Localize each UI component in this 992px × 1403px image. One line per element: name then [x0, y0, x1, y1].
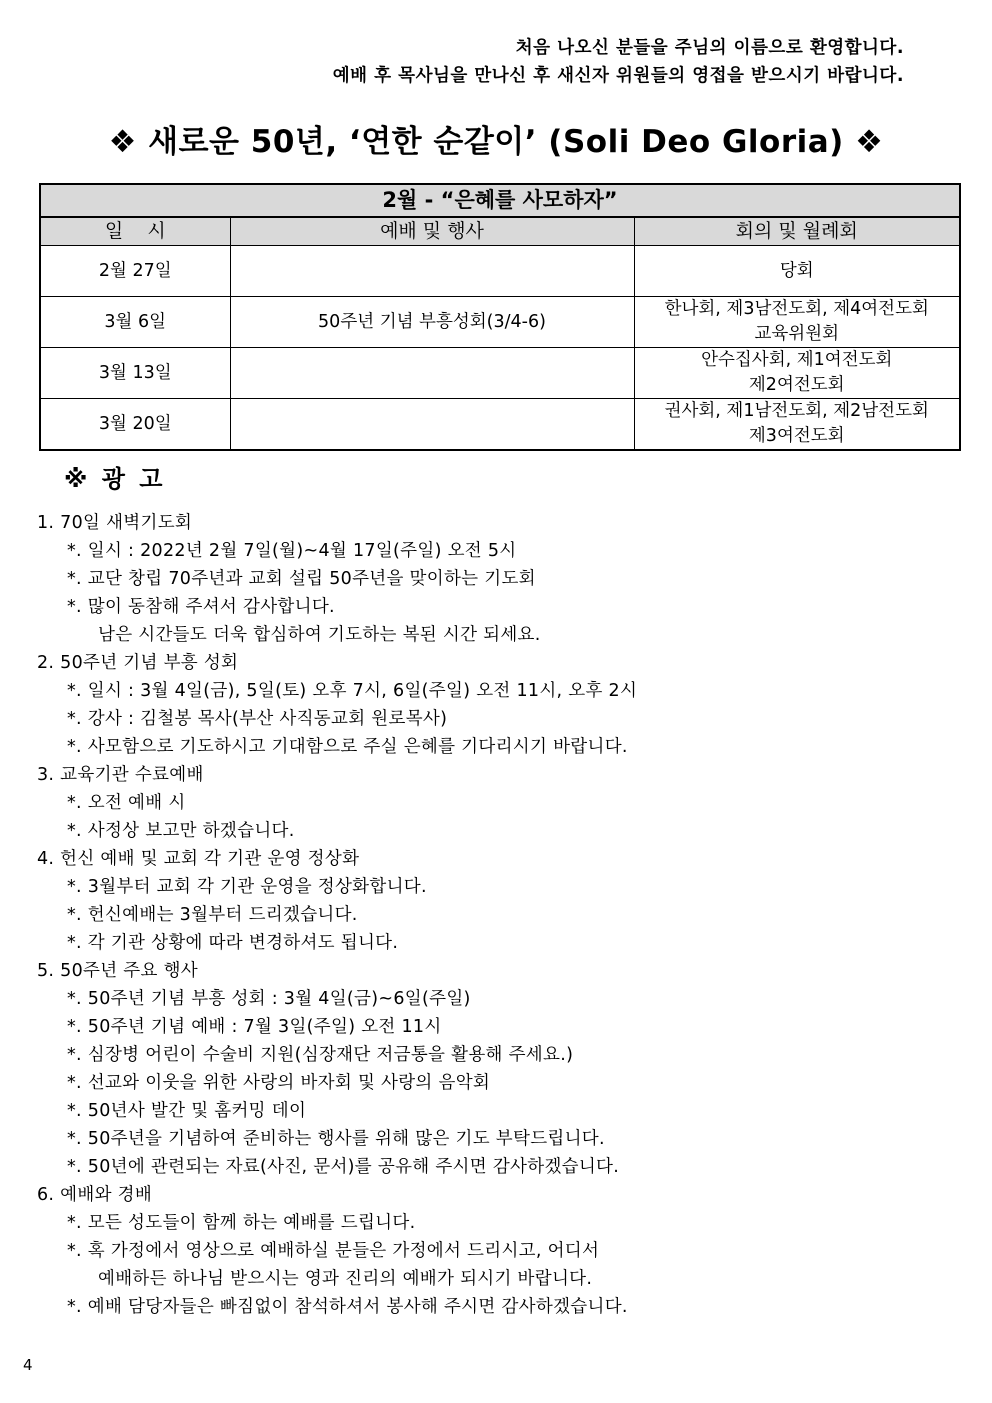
announcement-item [37, 929, 957, 957]
announcement-section-title: 3. 교육기관 수료예배 [37, 765, 204, 785]
announcement-item [37, 733, 957, 761]
row-date: 3월 6일 [40, 297, 230, 348]
row-meetings [634, 399, 960, 451]
announcement-item [37, 873, 957, 901]
announcement-item [37, 537, 957, 565]
announcement-item-line: *. 헌신예배는 3월부터 드리겠습니다. [67, 905, 358, 925]
announcement-item-line: *. 50주년을 기념하여 준비하는 행사를 위해 많은 기도 부탁드립니다. [67, 1129, 605, 1149]
row-event: 50주년 기념 부흥성회(3/4-6) [230, 297, 634, 348]
announcement-item-line: *. 혹 가정에서 영상으로 예배하실 분들은 가정에서 드리시고, 어디서 [67, 1241, 600, 1261]
page-title: ❖ 새로운 50년, ‘연한 순같이’ (Soli Deo Gloria) ❖ [108, 124, 884, 160]
meeting-line: 제3여전도회 [748, 426, 845, 446]
announcement-item [37, 985, 957, 1013]
announcement-item [37, 1293, 957, 1321]
meeting-line: 안수집사회, 제1여전도회 [701, 350, 893, 370]
announcement-section [37, 1181, 957, 1321]
row-meetings [634, 246, 960, 297]
meeting-line: 권사회, 제1남전도회, 제2남전도회 [664, 401, 929, 421]
announcement-item-line: *. 심장병 어린이 수술비 지원(심장재단 저금통을 활용해 주세요.) [67, 1045, 574, 1065]
announcement-section-title: 2. 50주년 기념 부흥 성회 [37, 653, 239, 673]
announcement-section-title: 4. 헌신 예배 및 교회 각 기관 운영 정상화 [37, 849, 360, 869]
schedule-table [39, 183, 961, 451]
announcement-item [37, 1041, 957, 1069]
announcement-item-line: *. 50주년 기념 부흥 성회 : 3월 4일(금)~6일(주일) [67, 989, 471, 1009]
meeting-line: 교육위원회 [754, 324, 840, 344]
welcome-message [333, 34, 904, 90]
announcement-item-line: *. 50년에 관련되는 자료(사진, 문서)를 공유해 주시면 감사하겠습니다. [67, 1157, 620, 1177]
meeting-line: 당회 [779, 260, 814, 281]
announcement-item-line: *. 많이 동참해 주셔서 감사합니다. [67, 597, 335, 617]
announcement-item [37, 1209, 957, 1237]
announcement-item-line: *. 사모함으로 기도하시고 기대함으로 주실 은혜를 기다리시기 바랍니다. [67, 737, 628, 757]
announcement-item-line: *. 선교와 이웃을 위한 사랑의 바자회 및 사랑의 음악회 [67, 1073, 491, 1093]
announcements-list [37, 509, 957, 1321]
announcement-item [37, 1237, 957, 1293]
row-meetings [634, 297, 960, 348]
announcement-item-line: *. 교단 창립 70주년과 교회 설립 50주년을 맞이하는 기도회 [67, 569, 536, 589]
page-number: 4 [23, 1356, 33, 1374]
meeting-line: 한나회, 제3남전도회, 제4여전도회 [664, 299, 929, 319]
announcement-item [37, 565, 957, 593]
announcement-section [37, 845, 957, 957]
announcement-item-line: *. 오전 예배 시 [67, 793, 186, 813]
announcement-item [37, 789, 957, 817]
announcement-item-line: *. 각 기관 상황에 따라 변경하셔도 됩니다. [67, 933, 399, 953]
announcement-item [37, 817, 957, 845]
row-event [230, 246, 634, 297]
announcement-item [37, 901, 957, 929]
row-event [230, 348, 634, 399]
schedule-row [40, 297, 960, 348]
announcement-item-line: *. 사정상 보고만 하겠습니다. [67, 821, 295, 841]
welcome-line: 처음 나오신 분들을 주님의 이름으로 환영합니다. [515, 38, 904, 58]
announcement-item [37, 1097, 957, 1125]
row-meetings [634, 348, 960, 399]
header-event: 예배 및 행사 [230, 217, 634, 246]
announcement-section-title: 6. 예배와 경배 [37, 1185, 153, 1205]
header-meetings: 회의 및 월례회 [634, 217, 960, 246]
announcement-item-line: *. 예배 담당자들은 빠짐없이 참석하셔서 봉사해 주시면 감사하겠습니다. [67, 1297, 628, 1317]
announcement-item-line: 예배하든 하나님 받으시는 영과 진리의 예배가 되시기 바랍니다. [98, 1269, 593, 1289]
row-event [230, 399, 634, 451]
announcement-item [37, 705, 957, 733]
announcement-item [37, 677, 957, 705]
meeting-line: 제2여전도회 [748, 375, 845, 395]
announcement-item [37, 1013, 957, 1041]
announcement-section [37, 509, 957, 649]
announcement-item-line: *. 강사 : 김철봉 목사(부산 사직동교회 원로목사) [67, 709, 448, 729]
announcement-item-line: *. 일시 : 3월 4일(금), 5일(토) 오후 7시, 6일(주일) 오전 11시, 오후 2시 [67, 681, 638, 701]
announcement-section-title: 5. 50주년 주요 행사 [37, 961, 198, 981]
schedule-month-title: 2월 - “은혜를 사모하자” [40, 184, 960, 217]
announcement-item [37, 1153, 957, 1181]
row-date: 3월 13일 [40, 348, 230, 399]
schedule-row [40, 399, 960, 451]
welcome-line: 예배 후 목사님을 만나신 후 새신자 위원들의 영접을 받으시기 바랍니다. [332, 66, 904, 86]
announcement-item-line: *. 3월부터 교회 각 기관 운영을 정상화합니다. [67, 877, 427, 897]
announcement-item-line: *. 일시 : 2022년 2월 7일(월)~4월 17일(주일) 오전 5시 [67, 541, 517, 561]
announcement-item [37, 1069, 957, 1097]
announcement-item-line: *. 50주년 기념 예배 : 7월 3일(주일) 오전 11시 [67, 1017, 442, 1037]
row-date: 3월 20일 [40, 399, 230, 451]
announcement-item-line: 남은 시간들도 더욱 합심하여 기도하는 복된 시간 되세요. [98, 625, 541, 645]
announcement-item-line: *. 모든 성도들이 함께 하는 예배를 드립니다. [67, 1213, 416, 1233]
announcement-item [37, 1125, 957, 1153]
announcement-section [37, 761, 957, 845]
announcement-item [37, 593, 957, 649]
announcement-section [37, 957, 957, 1181]
announcement-item-line: *. 50년사 발간 및 홈커밍 데이 [67, 1101, 307, 1121]
announcements-heading: ※ 광 고 [64, 465, 166, 493]
announcement-section-title: 1. 70일 새벽기도회 [37, 513, 193, 533]
announcement-section [37, 649, 957, 761]
header-date: 일 시 [40, 217, 230, 246]
schedule-row [40, 246, 960, 297]
schedule-row [40, 348, 960, 399]
row-date: 2월 27일 [40, 246, 230, 297]
